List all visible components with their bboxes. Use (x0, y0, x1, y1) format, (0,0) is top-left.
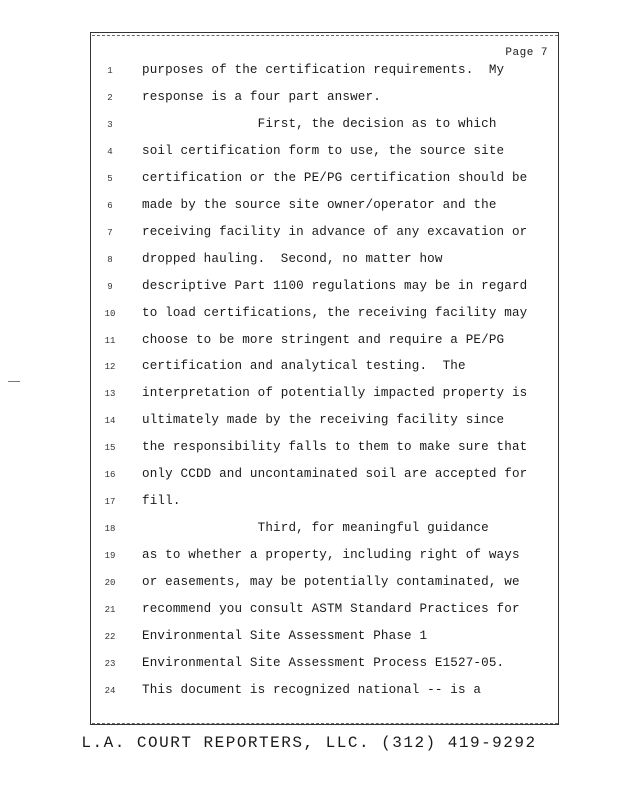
transcript-line (0, 629, 560, 655)
line-text: only CCDD and uncontaminated soil are accepted for (142, 467, 528, 482)
transcript-line (0, 144, 560, 170)
line-text: descriptive Part 1100 regulations may be in regard (142, 278, 528, 293)
transcript-line (0, 63, 560, 89)
transcript-line (0, 225, 560, 251)
line-text: recommend you consult ASTM Standard Practices for (142, 602, 520, 616)
transcript-line (0, 306, 560, 332)
transcript-line (0, 467, 560, 493)
line-number: 6 (107, 200, 113, 211)
transcript-line (0, 90, 560, 116)
transcript-line (0, 575, 560, 601)
transcript-line (0, 386, 560, 412)
line-text: First, the decision as to which (142, 116, 497, 131)
transcript-line (0, 198, 560, 224)
transcript-line (0, 359, 560, 385)
page-number: Page 7 (505, 47, 548, 59)
line-number: 2 (107, 92, 113, 103)
line-number: 17 (104, 497, 116, 508)
line-number: 19 (104, 551, 116, 562)
transcript-line (0, 117, 560, 143)
line-number: 20 (104, 578, 116, 589)
line-number: 8 (107, 254, 113, 265)
line-number: 14 (104, 416, 116, 427)
line-text: purposes of the certification requirements. My (142, 63, 505, 77)
line-number: 1 (107, 66, 113, 76)
transcript-line (0, 333, 560, 359)
transcript-line (0, 521, 560, 547)
line-number: 9 (107, 281, 113, 292)
line-number: 21 (104, 605, 116, 615)
line-number: 23 (104, 658, 116, 669)
line-text: certification or the PE/PG certification should be (142, 170, 528, 185)
line-number: 7 (107, 227, 113, 238)
line-text: interpretation of potentially impacted property is (142, 386, 528, 401)
line-number: 12 (104, 362, 116, 373)
line-text: This document is recognized national -- is a (142, 682, 482, 697)
line-text: dropped hauling. Second, no matter how (142, 251, 443, 266)
line-text: as to whether a property, including right of ways (142, 548, 520, 563)
top-rule (92, 35, 558, 36)
line-number: 5 (107, 173, 113, 184)
transcript-line (0, 494, 560, 520)
line-number: 22 (104, 631, 116, 642)
transcript-line (0, 413, 560, 439)
transcript-line (0, 683, 560, 709)
line-number: 18 (104, 524, 116, 535)
line-text: fill. (142, 494, 181, 509)
transcript-line (0, 279, 560, 305)
line-text: choose to be more stringent and require a PE/PG (142, 332, 505, 347)
line-text: ultimately made by the receiving facility since (142, 413, 505, 428)
transcript-line (0, 602, 560, 628)
line-text: Environmental Site Assessment Phase 1 (142, 628, 428, 643)
transcript-line (0, 252, 560, 278)
line-text: certification and analytical testing. The (142, 359, 466, 374)
line-number: 16 (104, 470, 116, 481)
line-text: response is a four part answer. (142, 89, 381, 104)
line-number: 10 (104, 308, 116, 319)
line-number: 3 (107, 119, 113, 130)
line-text: the responsibility falls to them to make sure that (142, 440, 528, 455)
line-number: 15 (104, 443, 116, 454)
line-text: Environmental Site Assessment Process E1527-05. (142, 655, 505, 670)
line-text: Third, for meaningful guidance (142, 521, 489, 536)
line-number: 13 (104, 389, 116, 400)
line-text: soil certification form to use, the source site (142, 143, 505, 158)
transcript-line (0, 656, 560, 682)
bottom-rule (92, 723, 558, 724)
footer-reporter-info: L.A. COURT REPORTERS, LLC. (312) 419-9292 (81, 734, 537, 752)
transcript-line (0, 548, 560, 574)
line-text: or easements, may be potentially contaminated, we (142, 575, 520, 590)
transcript-line (0, 171, 560, 197)
line-number: 24 (104, 685, 116, 696)
line-text: receiving facility in advance of any excavation or (142, 224, 528, 239)
line-number: 11 (104, 335, 116, 346)
transcript-line (0, 440, 560, 466)
line-text: made by the source site owner/operator and the (142, 197, 497, 212)
line-text: to load certifications, the receiving facility may (142, 305, 528, 320)
line-number: 4 (107, 146, 113, 157)
